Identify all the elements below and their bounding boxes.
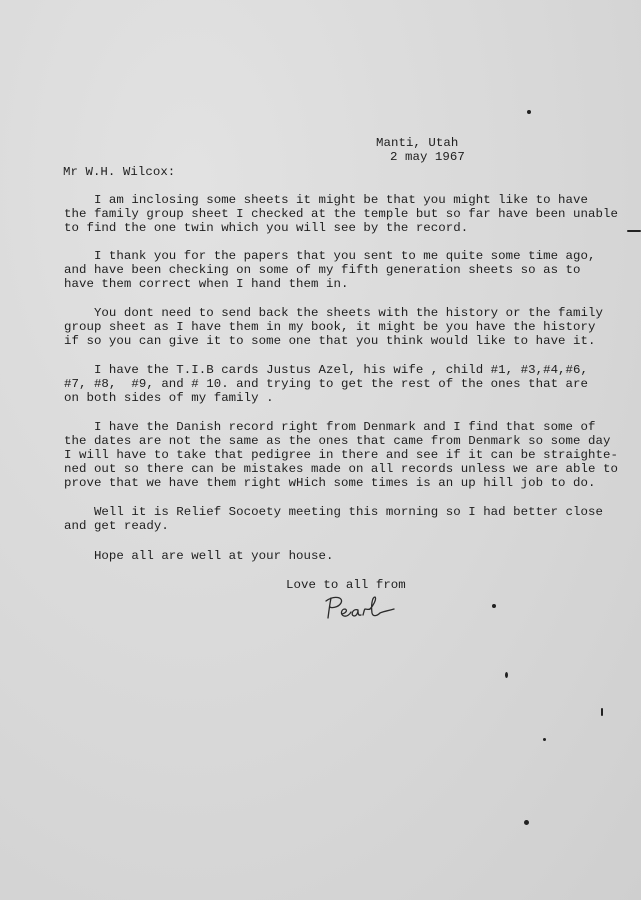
scan-speck [492,604,496,608]
scan-speck [627,230,641,232]
paragraph-1-line: the family group sheet I checked at the temple but so far have been unable [64,207,618,221]
paragraph-2-line: have them correct when I hand them in. [64,277,349,291]
paragraph-5-line: I will have to take that pedigree in there and see if it can be straighte- [64,448,618,462]
paragraph-1-line: to find the one twin which you will see by the record. [64,221,469,235]
signature-pearl [322,594,402,622]
scan-speck [543,738,546,741]
paragraph-2-line: I thank you for the papers that you sent to me quite some time ago, [64,249,596,263]
paragraph-6-line: and get ready. [64,519,169,533]
scan-speck [505,672,508,678]
scan-speck [527,110,531,114]
paragraph-4-line: #7, #8, #9, and # 10. and trying to get the rest of the ones that are [64,377,588,391]
paragraph-5-line: the dates are not the same as the ones that came from Denmark so some day [64,434,611,448]
paragraph-5-line: prove that we have them right wHich some times is an up hill job to do. [64,476,596,490]
paragraph-5-line: ned out so there can be mistakes made on all records unless we are able to [64,462,618,476]
closing: Love to all from [286,578,406,592]
letter-date: 2 may 1967 [390,150,465,164]
paragraph-6-line: Well it is Relief Socoety meeting this morning so I had better close [64,505,603,519]
salutation: Mr W.H. Wilcox: [63,165,176,179]
paragraph-1-line: I am inclosing some sheets it might be that you might like to have [64,193,588,207]
scan-speck [524,820,529,825]
scan-speck [601,708,603,716]
paragraph-2-line: and have been checking on some of my fifth generation sheets so as to [64,263,581,277]
paragraph-3-line: group sheet as I have them in my book, it might be you have the history [64,320,596,334]
paragraph-5-line: I have the Danish record right from Denmark and I find that some of [64,420,596,434]
paragraph-3-line: You dont need to send back the sheets with the history or the family [64,306,603,320]
paragraph-4-line: I have the T.I.B cards Justus Azel, his wife , child #1, #3,#4,#6, [64,363,588,377]
paragraph-4-line: on both sides of my family . [64,391,274,405]
letter-place: Manti, Utah [376,136,459,150]
paragraph-3-line: if so you can give it to some one that you think would like to have it. [64,334,596,348]
paragraph-7-line: Hope all are well at your house. [64,549,334,563]
